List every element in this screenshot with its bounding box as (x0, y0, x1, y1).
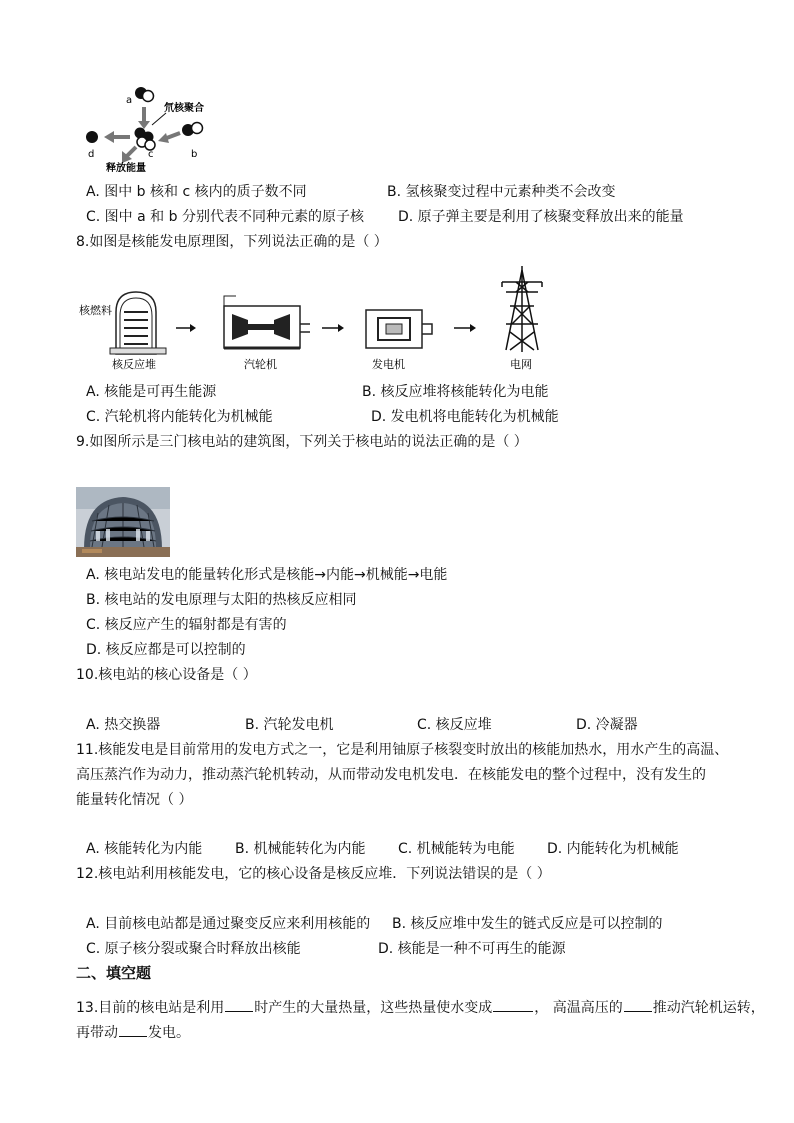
nucleus-b-light (192, 123, 203, 134)
q9-option-c: C. 核反应产生的辐射都是有害的 (86, 617, 287, 633)
q7-option-a: A. 图中 b 核和 c 核内的质子数不同 (86, 184, 307, 200)
q13-text-2: 时产生的大量热量，这些热量使水变成 (254, 1000, 493, 1016)
label-turbine: 汽轮机 (244, 358, 277, 371)
label-reactor: 核反应堆 (112, 358, 156, 371)
q10-option-b: B. 汽轮发电机 (245, 717, 334, 733)
q12-option-d: D. 核能是一种不可再生的能源 (378, 941, 566, 957)
fusion-diagram (78, 75, 218, 175)
q9-option-b: B. 核电站的发电原理与太阳的热核反应相同 (86, 592, 357, 608)
q13-text-5: 再带动 (76, 1025, 118, 1041)
q10-option-a: A. 热交换器 (86, 717, 161, 733)
q13-blank-3[interactable] (624, 999, 652, 1012)
q12-option-b: B. 核反应堆中发生的链式反应是可以控制的 (392, 916, 663, 932)
q11-option-d: D. 内能转化为机械能 (547, 841, 679, 857)
q13-text-1: 13.目前的核电站是利用 (76, 1000, 225, 1016)
label-fusion: 氘核聚合 (164, 103, 204, 114)
q12-option-c: C. 原子核分裂或聚合时释放出核能 (86, 941, 301, 957)
q8-option-c: C. 汽轮机将内能转化为机械能 (86, 409, 273, 425)
q11-option-c: C. 机械能转为电能 (398, 841, 515, 857)
q9-option-a: A. 核电站发电的能量转化形式是核能→内能→机械能→电能 (86, 567, 448, 583)
turbine-icon (224, 296, 310, 348)
q7-option-b: B. 氢核聚变过程中元素种类不会改变 (387, 184, 616, 200)
q13-text-4: 推动汽轮机运转， (652, 1000, 765, 1016)
q12-option-a: A. 目前核电站都是通过聚变反应来利用核能的 (86, 916, 371, 932)
label-release: 释放能量 (106, 163, 146, 174)
q8-option-b: B. 核反应堆将核能转化为电能 (362, 384, 549, 400)
q13-text-6: 发电。 (148, 1025, 190, 1041)
q11-option-a: A. 核能转化为内能 (86, 841, 203, 857)
section-title-fill-in: 二、填空题 (76, 964, 152, 982)
q11-line2: 高压蒸汽作为动力，推动蒸汽轮机转动，从而带动发电机发电．在核能发电的整个过程中，没有发生的 (76, 767, 706, 783)
label-generator: 发电机 (372, 358, 405, 371)
q10-option-c: C. 核反应堆 (417, 717, 492, 733)
q13-blank-1[interactable] (225, 999, 253, 1012)
q12-stem: 12.核电站利用核能发电，它的核心设备是核反应堆．下列说法错误的是（ ） (76, 866, 551, 882)
q11-line3: 能量转化情况（ ） (76, 792, 193, 808)
label-grid: 电网 (510, 358, 532, 371)
label-a: a (126, 95, 133, 106)
q7-option-d: D. 原子弹主要是利用了核聚变释放出来的能量 (398, 209, 684, 225)
q9-stem: 9.如图所示是三门核电站的建筑图，下列关于核电站的说法正确的是（ ） (76, 434, 528, 450)
label-d: d (88, 149, 95, 160)
label-c: c (148, 149, 154, 160)
q7-option-c: C. 图中 a 和 b 分别代表不同种元素的原子核 (86, 209, 364, 225)
nuclear-power-flow-diagram (76, 262, 556, 374)
q8-option-d: D. 发电机将电能转化为机械能 (371, 409, 559, 425)
q13-blank-4[interactable] (119, 1024, 147, 1037)
nucleus-a-light (143, 91, 154, 102)
q10-stem: 10.核电站的核心设备是（ ） (76, 667, 257, 683)
sanmen-plant-photo (76, 487, 170, 557)
nucleus-d (86, 131, 98, 143)
generator-icon (366, 310, 432, 348)
q11-line1: 11.核能发电是目前常用的发电方式之一，它是利用铀原子核裂变时放出的核能加热水，用水产生的高温、 (76, 742, 729, 758)
reactor-icon (110, 292, 166, 354)
power-tower-icon (502, 266, 542, 352)
label-fuel: 核燃料 (79, 304, 112, 317)
q10-option-d: D. 冷凝器 (576, 717, 638, 733)
q8-stem: 8.如图是核能发电原理图，下列说法正确的是（ ） (76, 234, 388, 250)
q13-line1 (76, 999, 765, 1017)
q13-line2 (76, 1024, 190, 1042)
q8-option-a: A. 核能是可再生能源 (86, 384, 217, 400)
q13-blank-2[interactable] (493, 999, 533, 1012)
label-b: b (191, 149, 198, 160)
q9-option-d: D. 核反应都是可以控制的 (86, 642, 246, 658)
q11-option-b: B. 机械能转化为内能 (235, 841, 366, 857)
q13-text-3: ， 高温高压的 (534, 1000, 623, 1016)
